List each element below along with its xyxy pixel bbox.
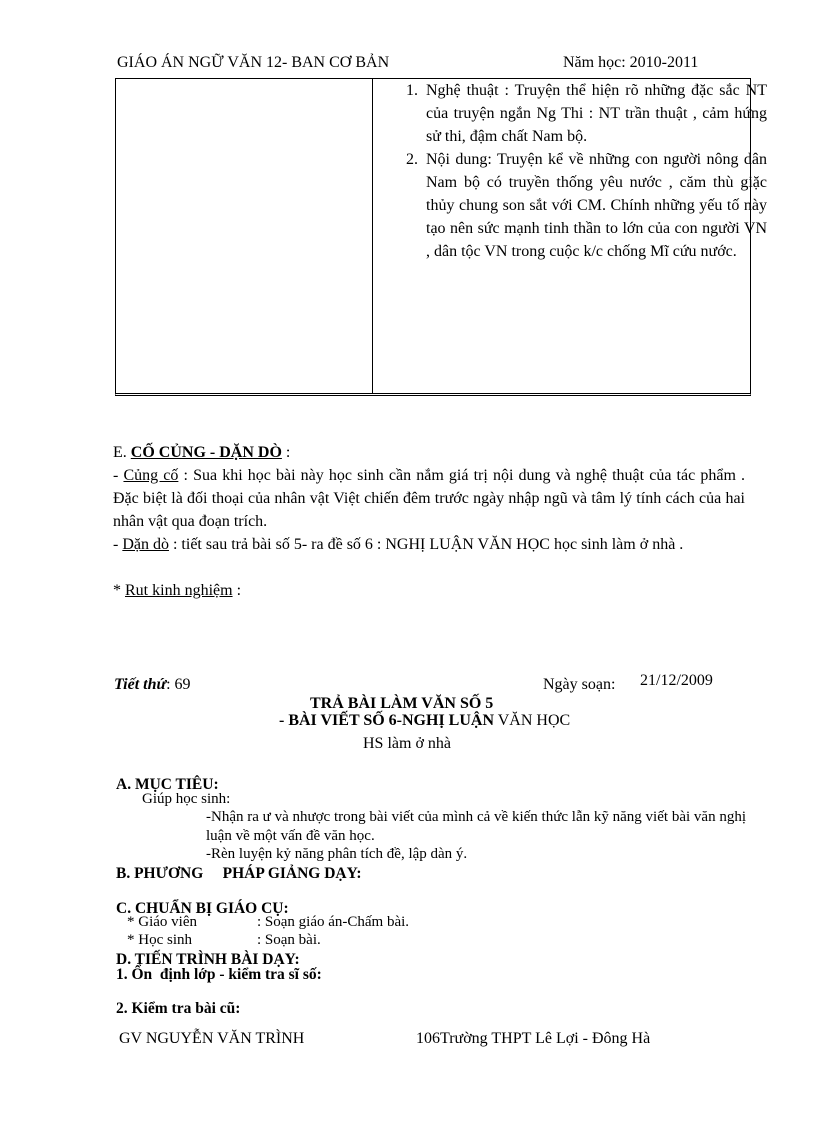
table-numbered-list	[398, 79, 767, 263]
section-a-heading: A. MỤC TIÊU:	[116, 776, 219, 793]
lesson-title-line1: TRẢ BÀI LÀM VĂN SỐ 5	[310, 695, 494, 712]
table-column-divider	[372, 79, 373, 393]
header-title: GIÁO ÁN NGỮ VĂN 12- BAN CƠ BẢN	[117, 54, 390, 71]
cung-co-text: : Sua khi học bài này học sinh cần nắm giá trị nội dung và nghệ thuật của tác phẩm . Đặc biệt là đối thoại của nhân vật Việt chiến đêm trước ngày nhập ngũ và tâm lý tính cách của hai nhân vật qua đoạn trích.	[113, 467, 746, 530]
giup-hoc-sinh: Giúp học sinh:	[142, 791, 231, 807]
section-e-title: CỐ CỦNG - DẶN DÒ	[130, 444, 282, 461]
rut-kinh-nghiem: * Rut kinh nghiệm :	[113, 582, 242, 599]
cung-co-paragraph: - Củng cố : Sua khi học bài này học sinh cần nắm giá trị nội dung và nghệ thuật của tác phẩm . Đặc biệt là đối thoại của nhân vật Việt chiến đêm trước ngày nhập ngũ và tâm lý tính cách của hai nhân vật qua đoạn trích.	[113, 467, 746, 530]
dan-do-paragraph: - Dặn dò : tiết sau trả bài số 5- ra đề số 6 : NGHỊ LUẬN VĂN HỌC học sinh làm ở nhà .	[113, 536, 684, 553]
footer-school: Trường THPT Lê Lợi - Đông Hà	[440, 1030, 651, 1047]
c-hoc-sinh-value: : Soạn bài.	[257, 932, 321, 948]
c-hoc-sinh-label: * Học sinh	[127, 932, 192, 948]
c-giao-vien-value: : Soạn giáo án-Chấm bài.	[257, 914, 410, 930]
dan-do-label: Dặn dò	[122, 536, 169, 553]
content-table	[115, 78, 767, 396]
tiet-thu-label: Tiết thứ	[114, 676, 167, 693]
d-on-dinh-lop: 1. Ổn định lớp - kiểm tra sĩ số:	[116, 966, 322, 983]
list-item-nghe-thuat: 1. Nghệ thuật : Truyện thể hiện rõ những đặc sắc NT của truyện ngắn Ng Thi : NT trần thuật , cảm hứng sử thi, đậm chất Nam bộ.	[422, 79, 767, 148]
tiet-thu	[114, 676, 191, 694]
section-a-item2: -Rèn luyện kỷ năng phân tích đề, lập dàn ý.	[206, 846, 468, 862]
c-giao-vien-label: * Giáo viên	[127, 914, 197, 930]
ngay-soan-value: 21/12/2009	[640, 672, 713, 689]
header-school-year: Năm học: 2010-2011	[563, 54, 699, 71]
lesson-title-line2: - BÀI VIẾT SỐ 6-NGHỊ LUẬN VĂN HỌC	[279, 712, 571, 729]
footer-teacher: GV NGUYỄN VĂN TRÌNH	[119, 1030, 305, 1047]
section-d-heading: D. TIẾN TRÌNH BÀI DẠY:	[116, 951, 300, 968]
section-e-heading: E. CỐ CỦNG - DẶN DÒ :	[113, 444, 291, 461]
ngay-soan-label: Ngày soạn:	[543, 676, 616, 693]
rut-kinh-nghiem-label: Rut kinh nghiệm	[125, 582, 233, 599]
footer-page-number: 106	[416, 1030, 440, 1047]
lesson-title-line3: HS làm ở nhà	[363, 735, 452, 752]
list-item-noi-dung: 2. Nội dung: Truyện kể về những con người nông dân Nam bộ có truyền thống yêu nước , căm thù giặc thủy chung son sắt với CM. Chính những yếu tố này tạo nên sức mạnh tinh thần to lớn của con người VN , dân tộc VN trong cuộc k/c chống Mĩ cứu nước.	[422, 148, 767, 263]
d-kiem-tra-bai-cu: 2. Kiểm tra bài cũ:	[116, 1000, 241, 1017]
section-a-item1: -Nhận ra ư và nhược trong bài viết của mình cả về kiến thức lẫn kỹ năng viết bài văn nghị luận về một vấn đề văn học.	[206, 809, 746, 844]
tiet-thu-number: : 69	[166, 676, 191, 693]
section-b-heading: B. PHƯƠNG PHÁP GIẢNG DẠY:	[116, 865, 362, 882]
section-c-heading: C. CHUẨN BỊ GIÁO CỤ:	[116, 900, 289, 917]
dan-do-text: : tiết sau trả bài số 5- ra đề số 6 : NGHỊ LUẬN VĂN HỌC học sinh làm ở nhà .	[168, 536, 684, 553]
cung-co-label: Củng cố	[123, 467, 179, 484]
